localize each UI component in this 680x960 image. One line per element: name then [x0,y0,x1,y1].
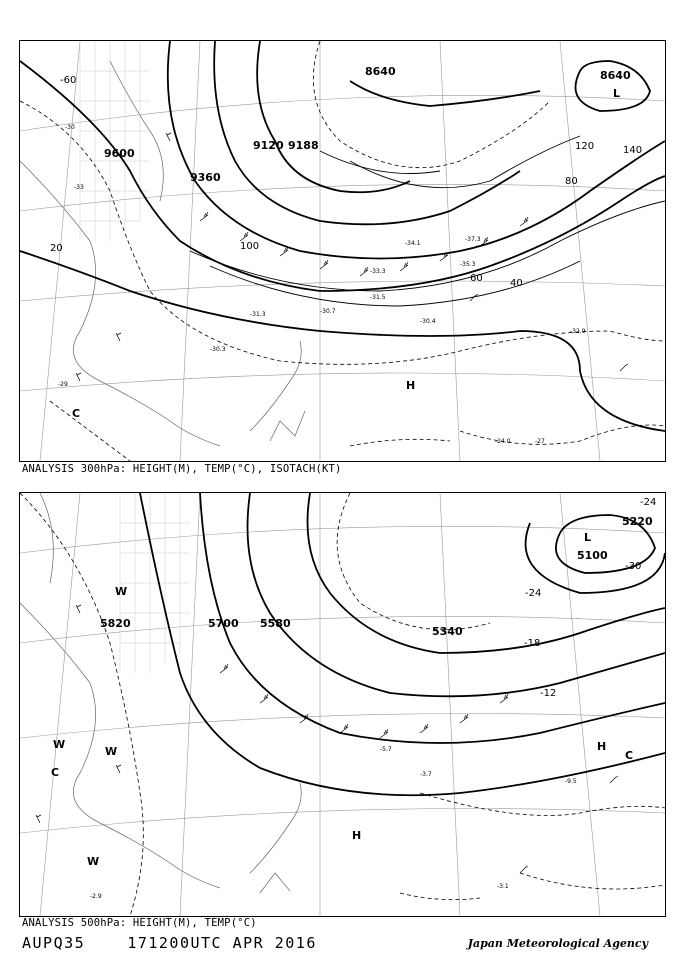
temp-label: -24 [525,588,542,599]
isotach-label: 100 [240,241,260,252]
height-label: 5580 [260,617,291,630]
temp-label: -2.9 [90,893,102,900]
height-contours [20,41,665,431]
agency-name: Japan Meteorological Agency [467,937,648,950]
temp-label: -60 [60,75,77,86]
temp-label: -32.9 [570,328,586,335]
chart-500hpa [19,492,666,917]
height-label: 8640 [600,69,631,82]
map-300hpa [20,41,665,461]
high-pressure-symbol: H [406,379,416,392]
isotach-label: 40 [510,278,523,289]
temp-label: -27 [535,438,545,445]
isotach-label: 140 [623,145,643,156]
graticule [20,41,665,461]
cold-symbol: C [72,407,81,420]
temp-label: -18 [524,638,541,649]
isotach-shading [80,41,150,241]
height-label: 5700 [208,617,239,630]
graticule [20,493,665,916]
isotherms [20,493,665,916]
temp-label: -9.5 [565,778,577,785]
temp-label: -31.5 [370,294,386,301]
chart-300hpa [19,40,666,462]
height-label: 9188 [288,139,319,152]
isotach-contours [190,136,665,306]
warm-symbol: W [53,738,66,751]
height-label: 9360 [190,171,221,184]
chart-code: AUPQ35 [22,934,86,952]
temp-label: -30.4 [420,318,436,325]
temp-label: -29 [58,381,68,388]
height-label: 5220 [622,515,653,528]
height-label: 5100 [577,549,608,562]
warm-symbol: W [87,855,100,868]
isotach-label: 20 [50,243,63,254]
isotherms [20,41,665,461]
high-pressure-symbol: H [352,829,362,842]
warm-symbol: W [105,745,118,758]
temp-label: -30 [625,561,642,572]
temp-label: -5.7 [380,746,392,753]
cold-symbol: C [51,766,60,779]
temp-label: -33 [74,184,84,191]
low-pressure-symbol: L [584,531,592,544]
valid-time: 171200UTC APR 2016 [127,934,317,952]
temp-label: -35.3 [460,261,476,268]
temp-label: -30.7 [320,308,336,315]
high-pressure-symbol: H [597,740,607,753]
temp-label: -37.3 [465,236,481,243]
chart-identifier [22,934,317,952]
shading [120,493,190,673]
cold-symbol: C [625,749,634,762]
caption-500hpa: ANALYSIS 500hPa: HEIGHT(M), TEMP(°C) [22,917,257,929]
temp-label: -33.3 [370,268,386,275]
low-pressure-symbol: L [613,87,621,100]
temp-label: -24 [640,497,657,508]
height-label: 5820 [100,617,131,630]
height-label: 9600 [104,147,135,160]
temp-label: -12 [540,688,557,699]
temp-label: -24.0 [495,438,511,445]
warm-symbol: W [115,585,128,598]
height-label: 8640 [365,65,396,78]
coastline [20,61,305,446]
temp-label: -30 [65,124,75,131]
isotach-label: 80 [565,176,578,187]
temp-label: -3.7 [420,771,432,778]
temp-label: -30.3 [210,346,226,353]
isotach-label: 120 [575,141,595,152]
temp-label: -3.1 [497,883,509,890]
height-label: 5340 [432,625,463,638]
temp-label: -31.3 [250,311,266,318]
isotach-label: 60 [470,273,483,284]
temp-label: -34.1 [405,240,421,247]
height-label: 9120 [253,139,284,152]
map-500hpa [20,493,665,916]
caption-300hpa: ANALYSIS 300hPa: HEIGHT(M), TEMP(°C), ISOTACH(KT) [22,463,342,475]
